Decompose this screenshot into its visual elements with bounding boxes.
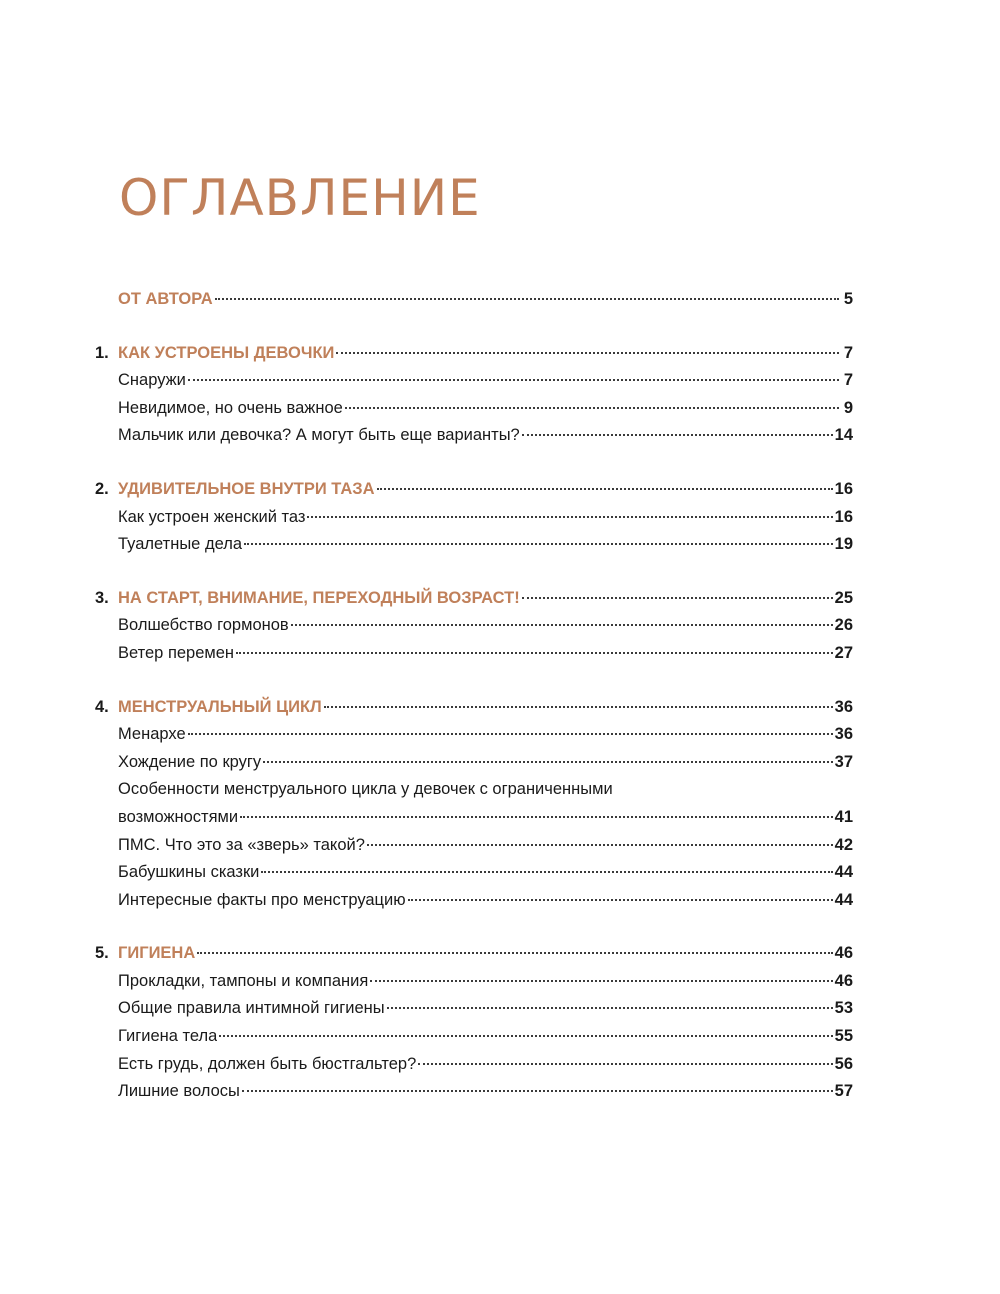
toc-entry[interactable] xyxy=(95,422,853,450)
toc-entry-title: Ветер перемен xyxy=(118,643,235,662)
table-of-contents xyxy=(95,286,853,1106)
toc-page-number: 19 xyxy=(834,535,853,554)
toc-page-number: 16 xyxy=(834,507,853,526)
toc-chapter-2[interactable] xyxy=(95,476,853,504)
toc-page-number: 26 xyxy=(834,616,853,635)
toc-page-number: 16 xyxy=(834,479,853,498)
leader-dots xyxy=(418,1063,832,1065)
toc-entry-title: Гигиена тела xyxy=(118,1027,218,1046)
chapter-number: 3. xyxy=(95,588,109,607)
leader-dots xyxy=(215,298,839,300)
toc-entry[interactable] xyxy=(95,1078,853,1106)
toc-entry-title: ОТ АВТОРА xyxy=(118,290,213,308)
toc-page-number: 57 xyxy=(834,1082,853,1101)
toc-chapter-5[interactable] xyxy=(95,940,853,968)
leader-dots xyxy=(263,761,832,763)
toc-entry[interactable] xyxy=(95,395,853,423)
toc-page-number: 46 xyxy=(834,944,853,963)
toc-entry[interactable] xyxy=(95,367,853,395)
leader-dots xyxy=(219,1035,832,1037)
toc-entry[interactable] xyxy=(95,1051,853,1079)
toc-page-number: 41 xyxy=(834,807,853,826)
chapter-title: КАК УСТРОЕНЫ ДЕВОЧКИ xyxy=(118,343,335,362)
leader-dots xyxy=(336,352,839,354)
toc-entry-line1[interactable] xyxy=(95,776,853,804)
toc-page-number: 46 xyxy=(834,971,853,990)
toc-entry[interactable] xyxy=(95,804,853,832)
leader-dots xyxy=(324,706,833,708)
toc-entry[interactable] xyxy=(95,859,853,887)
leader-dots xyxy=(242,1090,833,1092)
leader-dots xyxy=(261,871,832,873)
toc-entry-title: Мальчик или девочка? А могут быть еще варианты? xyxy=(118,426,520,445)
toc-entry-title: Невидимое, но очень важное xyxy=(118,398,343,417)
toc-page-number: 53 xyxy=(834,999,853,1018)
leader-dots xyxy=(377,488,833,490)
toc-page-number: 14 xyxy=(834,426,853,445)
toc-page-number: 36 xyxy=(834,697,853,716)
toc-page-number: 7 xyxy=(843,343,853,362)
leader-dots xyxy=(367,844,833,846)
chapter-number: 4. xyxy=(95,697,109,716)
page-title: ОГЛАВЛЕНИЕ xyxy=(119,169,481,227)
toc-entry-title: Туалетные дела xyxy=(118,535,242,554)
leader-dots xyxy=(188,733,833,735)
chapter-title: УДИВИТЕЛЬНОЕ ВНУТРИ ТАЗА xyxy=(118,479,375,498)
toc-entry-title: Снаружи xyxy=(118,371,186,390)
leader-dots xyxy=(408,899,833,901)
leader-dots xyxy=(522,597,833,599)
toc-entry-title: возможностями xyxy=(118,807,239,826)
toc-entry-title-line1: Особенности менструального цикла у девочек с ограниченными xyxy=(118,780,613,799)
chapter-number: 1. xyxy=(95,343,109,362)
leader-dots xyxy=(370,980,832,982)
toc-entry-title: Менархе xyxy=(118,725,186,744)
toc-entry[interactable] xyxy=(95,504,853,532)
toc-page-number: 55 xyxy=(834,1027,853,1046)
toc-entry[interactable] xyxy=(95,721,853,749)
leader-dots xyxy=(236,652,833,654)
toc-entry-title: Волшебство гормонов xyxy=(118,616,289,635)
chapter-title: МЕНСТРУАЛЬНЫЙ ЦИКЛ xyxy=(118,697,322,716)
toc-entry[interactable] xyxy=(95,640,853,668)
chapter-title: НА СТАРТ, ВНИМАНИЕ, ПЕРЕХОДНЫЙ ВОЗРАСТ! xyxy=(118,588,520,607)
toc-entry[interactable] xyxy=(95,612,853,640)
toc-chapter-3[interactable] xyxy=(95,585,853,613)
toc-entry[interactable] xyxy=(95,995,853,1023)
leader-dots xyxy=(291,624,833,626)
leader-dots xyxy=(307,516,832,518)
toc-page-number: 44 xyxy=(834,890,853,909)
toc-entry-title: Лишние волосы xyxy=(118,1082,240,1101)
toc-page-number: 25 xyxy=(834,588,853,607)
toc-entry[interactable] xyxy=(95,968,853,996)
toc-entry-title: Прокладки, тампоны и компания xyxy=(118,971,369,990)
chapter-title: ГИГИЕНА xyxy=(118,944,196,963)
toc-page-number: 44 xyxy=(834,863,853,882)
toc-entry[interactable] xyxy=(95,887,853,915)
toc-page-number: 27 xyxy=(834,643,853,662)
toc-entry-title: Как устроен женский таз xyxy=(118,507,306,526)
chapter-number: 5. xyxy=(95,944,109,963)
toc-entry-title: Хождение по кругу xyxy=(118,752,262,771)
toc-entry-title: Общие правила интимной гигиены xyxy=(118,999,385,1018)
toc-page-number: 9 xyxy=(843,398,853,417)
toc-page-number: 7 xyxy=(843,371,853,390)
chapter-number: 2. xyxy=(95,479,109,498)
toc-entry-title: Бабушкины сказки xyxy=(118,863,260,882)
toc-page-number: 42 xyxy=(834,835,853,854)
leader-dots xyxy=(387,1007,833,1009)
leader-dots xyxy=(197,952,832,954)
leader-dots xyxy=(345,407,839,409)
leader-dots xyxy=(188,379,839,381)
toc-entry[interactable] xyxy=(95,832,853,860)
toc-entry-title: Интересные факты про менструацию xyxy=(118,890,406,909)
leader-dots xyxy=(240,816,833,818)
toc-page-number: 36 xyxy=(834,725,853,744)
toc-chapter-1[interactable] xyxy=(95,340,853,368)
toc-entry[interactable] xyxy=(95,531,853,559)
toc-page-number: 37 xyxy=(834,752,853,771)
toc-entry[interactable] xyxy=(95,749,853,777)
toc-entry-intro[interactable] xyxy=(95,286,853,314)
toc-entry-title: Есть грудь, должен быть бюстгальтер? xyxy=(118,1054,417,1073)
toc-page-number: 5 xyxy=(843,290,853,308)
leader-dots xyxy=(244,543,833,545)
toc-entry-title: ПМС. Что это за «зверь» такой? xyxy=(118,835,365,854)
toc-page-number: 56 xyxy=(834,1054,853,1073)
leader-dots xyxy=(522,434,833,436)
toc-entry[interactable] xyxy=(95,1023,853,1051)
toc-chapter-4[interactable] xyxy=(95,694,853,722)
